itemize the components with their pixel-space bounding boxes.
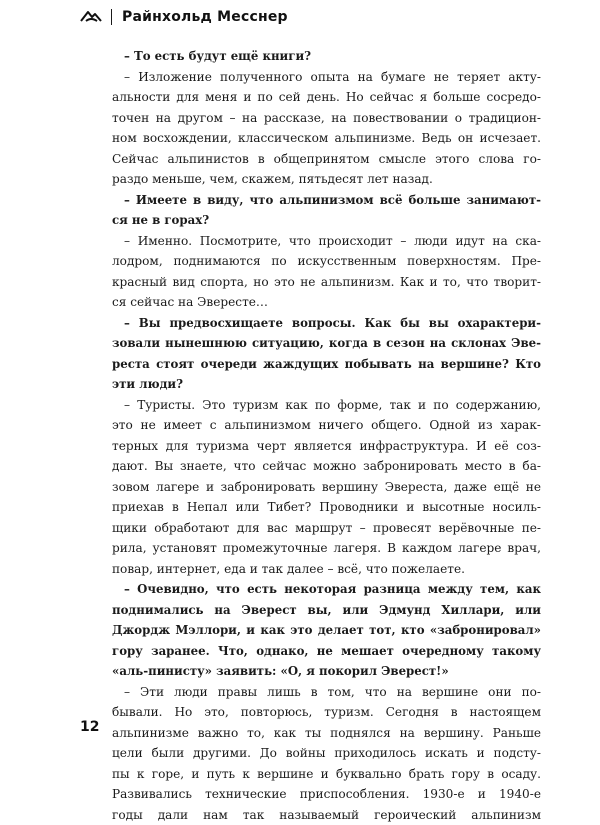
answer-line: – Туристы. Это туризм как по форме, так и по содержанию, <box>112 395 541 416</box>
question-line: зовали нынешнюю ситуацию, когда в сезон на склонах Эве- <box>112 333 541 354</box>
answer-line: рила, установят промежуточные лагеря. В каждом лагере врач, <box>112 538 541 559</box>
answer-line: дают. Вы знаете, что сейчас можно забронировать место в ба- <box>112 456 541 477</box>
question-line: ся не в горах? <box>112 210 541 231</box>
answer-line: пы к горе, и путь к вершине и буквально брать гору в осаду. <box>112 764 541 785</box>
running-head-author: Райнхольд Месснер <box>122 9 288 25</box>
header-divider <box>111 9 112 25</box>
answer-line: альности для меня и по сей день. Но сейчас я больше сосредо- <box>112 87 541 108</box>
question-line: реста стоят очереди жаждущих побывать на вершине? Кто <box>112 354 541 375</box>
page-number: 12 <box>80 719 99 735</box>
answer-line: лодром, поднимаются по искусственным поверхностям. Пре- <box>112 251 541 272</box>
question-line: – Очевидно, что есть некоторая разница между тем, как <box>112 579 541 600</box>
answer-line: – Эти люди правы лишь в том, что на вершине они по- <box>112 682 541 703</box>
answer-line: зовом лагере и забронировать вершину Эвереста, даже ещё не <box>112 477 541 498</box>
running-header <box>80 6 288 28</box>
question-line: «аль-пинисту» заявить: «О, я покорил Эверест!» <box>112 661 541 682</box>
answer-line: красный вид спорта, но это не альпинизм. Как и то, что творит- <box>112 272 541 293</box>
answer-line: – Именно. Посмотрите, что происходит – люди идут на ска- <box>112 231 541 252</box>
answer-line: годы дали нам так называемый героический альпинизм <box>112 805 541 825</box>
question-line: поднимались на Эверест вы, или Эдмунд Хиллари, или <box>112 600 541 621</box>
interview-body-text <box>112 46 541 825</box>
answer-line: точен на другом – на рассказе, на повествовании о традицион- <box>112 108 541 129</box>
answer-line: ном восхождении, классическом альпинизме. Ведь он исчезает. <box>112 128 541 149</box>
answer-line: Сейчас альпинистов в общепринятом смысле этого слова го- <box>112 149 541 170</box>
answer-line: бывали. Но это, повторюсь, туризм. Сегодня в настоящем <box>112 702 541 723</box>
answer-line: это не имеет с альпинизмом ничего общего. Одной из харак- <box>112 415 541 436</box>
question-line: – Имеете в виду, что альпинизмом всё больше занимают- <box>112 190 541 211</box>
answer-line: раздо меньше, чем, скажем, пятьдесят лет назад. <box>112 169 541 190</box>
answer-line: терных для туризма черт является инфраструктура. И её соз- <box>112 436 541 457</box>
answer-line: цели были другими. До войны приходилось искать и подсту- <box>112 743 541 764</box>
answer-line: щики обработают для вас маршрут – провесят верёвочные пе- <box>112 518 541 539</box>
question-line: – Вы предвосхищаете вопросы. Как бы вы охарактери- <box>112 313 541 334</box>
question-line: – То есть будут ещё книги? <box>112 46 541 67</box>
answer-line: альпинизме важно то, как ты поднялся на вершину. Раньше <box>112 723 541 744</box>
answer-line: Развивались технические приспособления. 1930-е и 1940-е <box>112 784 541 805</box>
question-line: гору заранее. Что, однако, не мешает очередному такому <box>112 641 541 662</box>
answer-line: повар, интернет, еда и так далее – всё, что пожелаете. <box>112 559 541 580</box>
mountain-logo-icon <box>80 9 102 25</box>
answer-line: – Изложение полученного опыта на бумаге не теряет акту- <box>112 67 541 88</box>
answer-line: приехав в Непал или Тибет? Проводники и высотные носиль- <box>112 497 541 518</box>
question-line: эти люди? <box>112 374 541 395</box>
question-line: Джордж Мэллори, и как это делает тот, кто «забронировал» <box>112 620 541 641</box>
answer-line: ся сейчас на Эвересте… <box>112 292 541 313</box>
